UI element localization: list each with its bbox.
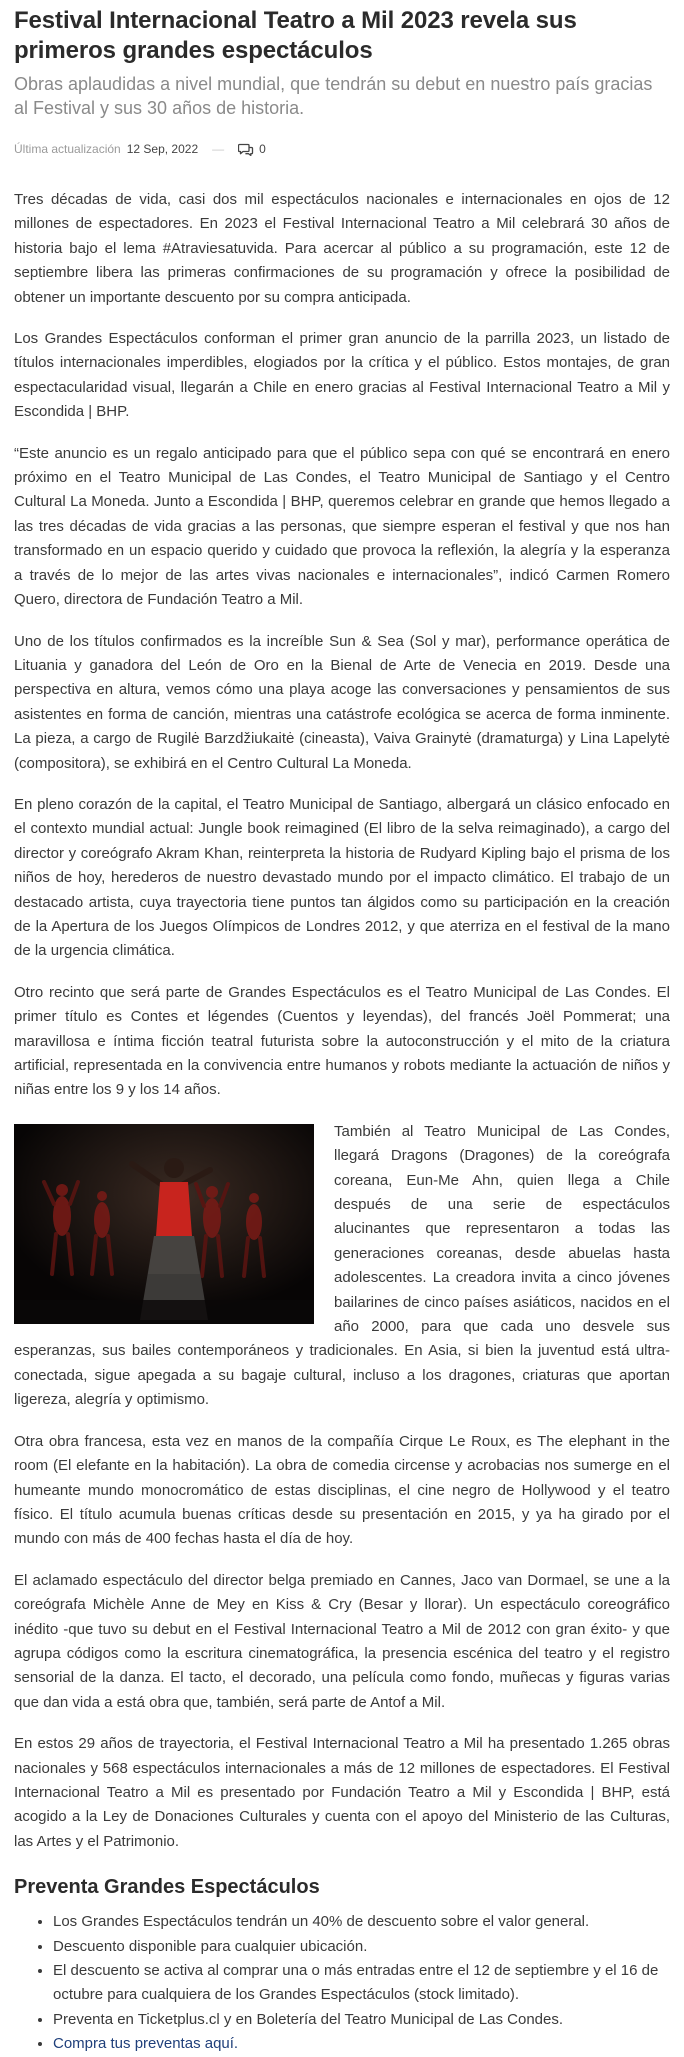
- body-paragraph-with-photo: También al Teatro Municipal de Las Condes, llegará Dragons (Dragones) de la coreógrafa coreana, Eun-Me Ahn, quien llega a Chile después de una serie de espectáculos alucinantes que representaron a todas las generaciones coreanas, desde abuelas hasta adolescentes. La creadora invita a cinco jóvenes bailarines de cinco países asiáticos, nacidos en el año 2000, para que cada uno desvele sus esperanzas, sus bailes contemporáneos y tradicionales. En Asia, si bien la juventud está ultra-conectada, sigue apegada a su bagaje cultural, incluso a los dragones, criaturas que aportan ligereza, alegría y optimismo.: [14, 1122, 670, 1409]
- body-paragraph: Uno de los títulos confirmados es la increíble Sun & Sea (Sol y mar), performance operática de Lituania y ganadora del León de Oro en la Bienal de Arte de Venecia en 2019. Desde una perspectiva en altura, vemos cómo una playa acoge las conversaciones y pensamientos de sus asistentes en forma de canción, mientras una catástrofe ecológica se acerca de forma inminente. La pieza, a cargo de Rugilė Barzdžiukaitė (cineasta), Vaiva Grainytė (dramaturga) y Lina Lapelytė (compositora), se exhibirá en el Centro Cultural La Moneda.: [14, 632, 670, 772]
- last-updated-date: 12 Sep, 2022: [126, 142, 199, 156]
- body-paragraph: “Este anuncio es un regalo anticipado para que el público sepa con qué se encontrará en enero próximo en el Teatro Municipal de Las Condes, el Teatro Municipal de Santiago y el Centro Cultural La Moneda. Junto a Escondida | BHP, queremos celebrar en grande que hemos llegado a las tres décadas de vida gracias a las personas, que siempre esperan el festival y que nos han transformado en un espacio querido y cuidado que provoca la reflexión, la alegría y la esperanza a través de lo mejor de las artes vivas nacionales e internacionales”, indicó Carmen Romero Quero, directora de Fundación Teatro a Mil.: [14, 444, 670, 609]
- body-paragraph: En pleno corazón de la capital, el Teatro Municipal de Santiago, albergará un clásico enfocado en el contexto mundial actual: Jungle book reimagined (El libro de la selva reimaginado), a cargo del director y coreógrafo Akram Khan, reinterpreta la historia de Rudyard Kipling bajo el prisma de los niños de hoy, herederos de nuestro devastado mundo por el impacto climático. El trabajo de un destacado artista, cuya trayectoria tiene puntos tan álgidos como su participación en la creación de la Apertura de los Juegos Olímpicos de Londres 2012, y que aterriza en el festival de la mano de la urgencia climática.: [14, 795, 670, 960]
- body-paragraph: Los Grandes Espectáculos conforman el primer gran anuncio de la parrilla 2023, un listado de títulos internacionales imperdibles, elogiados por la crítica y el público. Estos montajes, de gran espectacularidad visual, llegarán a Chile en enero gracias al Festival Internacional Teatro a Mil y Escondida | BHP.: [14, 330, 670, 421]
- list-item: • Descuento disponible para cualquier ubicación.: [53, 1935, 670, 1959]
- article-meta: [14, 142, 670, 156]
- list-item: • Preventa en Ticketplus.cl y en Boletería del Teatro Municipal de Las Condes.: [53, 2008, 670, 2032]
- list-item: • El descuento se activa al comprar una o más entradas entre el 12 de septiembre y el 16 de octubre para cualquiera de los Grandes Espectáculos (stock limitado).: [53, 1959, 670, 2008]
- comment-bubbles-icon: [238, 143, 254, 156]
- body-paragraph: Otro recinto que será parte de Grandes Espectáculos es el Teatro Municipal de Las Condes. El primer título es Contes et légendes (Cuentos y leyendas), del francés Joël Pommerat; una maravillosa e íntima ficción teatral futurista sobre la autoconstrucción y el mito de la criatura artificial, representada en la convivencia entre humanos y robots mediante la actuación de niños y niñas entre los 9 y los 14 años.: [14, 983, 670, 1099]
- comment-count: 0: [259, 142, 266, 156]
- presale-heading: Preventa Grandes Espectáculos: [14, 1876, 320, 1899]
- buy-presale-link[interactable]: Compra tus preventas aquí.: [53, 2035, 239, 2053]
- list-item: • Los Grandes Espectáculos tendrán un 40% de descuento sobre el valor general.: [53, 1910, 670, 1934]
- presale-list: [14, 1910, 670, 2056]
- article-title: Festival Internacional Teatro a Mil 2023 revela sus primeros grandes espectáculos: [14, 7, 577, 64]
- dragons-performance-photo: [14, 1124, 314, 1324]
- body-paragraph: El aclamado espectáculo del director belga premiado en Cannes, Jaco van Dormael, se une a la coreógrafa Michèle Anne de Mey en Kiss & Cry (Besar y llorar). Un espectáculo coreográfico inédito -que tuvo su debut en el Festival Internacional Teatro a Mil de 2012 con gran éxito- y que agrupa códigos como la escritura cinematográfica, la presencia escénica del teatro y el registro sensorial de la danza. El tacto, el decorado, una película como fondo, muñecas y figuras varias que dan vida a está obra que, también, será parte de Antof a Mil.: [14, 1571, 670, 1711]
- meta-separator: —: [212, 142, 225, 156]
- last-updated-label: Última actualización: [14, 142, 121, 156]
- article-subtitle: Obras aplaudidas a nivel mundial, que tendrán su debut en nuestro país gracias al Festival y sus 30 años de historia.: [14, 74, 653, 118]
- comments-link[interactable]: [238, 142, 266, 156]
- body-paragraph: En estos 29 años de trayectoria, el Festival Internacional Teatro a Mil ha presentado 1.265 obras nacionales y 568 espectáculos internacionales a más de 12 millones de espectadores. El Festival Internacional Teatro a Mil es presentado por Fundación Teatro a Mil y Escondida | BHP, está acogido a la Ley de Donaciones Culturales y cuenta con el apoyo del Ministerio de las Culturas, las Artes y el Patrimonio.: [14, 1735, 670, 1850]
- article-body: [14, 188, 670, 1854]
- body-paragraph: Tres décadas de vida, casi dos mil espectáculos nacionales e internacionales en ojos de 12 millones de espectadores. En 2023 el Festival Internacional Teatro a Mil celebrará 30 años de historia bajo el lema #Atraviesatuvida. Para acercar al público a su programación, este 12 de septiembre libera las primeras confirmaciones de su programación y ofrece la posibilidad de obtener un importante descuento por su compra anticipada.: [14, 191, 670, 306]
- body-paragraph: Otra obra francesa, esta vez en manos de la compañía Cirque Le Roux, es The elephant in the room (El elefante en la habitación). La obra de comedia circense y acrobacias nos sumerge en el humeante mundo monocromático de estas disciplinas, el cine negro de Hollywood y el teatro físico. El título acumula buenas críticas desde su presentación en 2015, y ya ha girado por el mundo con más de 400 fechas hasta el día de hoy.: [14, 1432, 670, 1548]
